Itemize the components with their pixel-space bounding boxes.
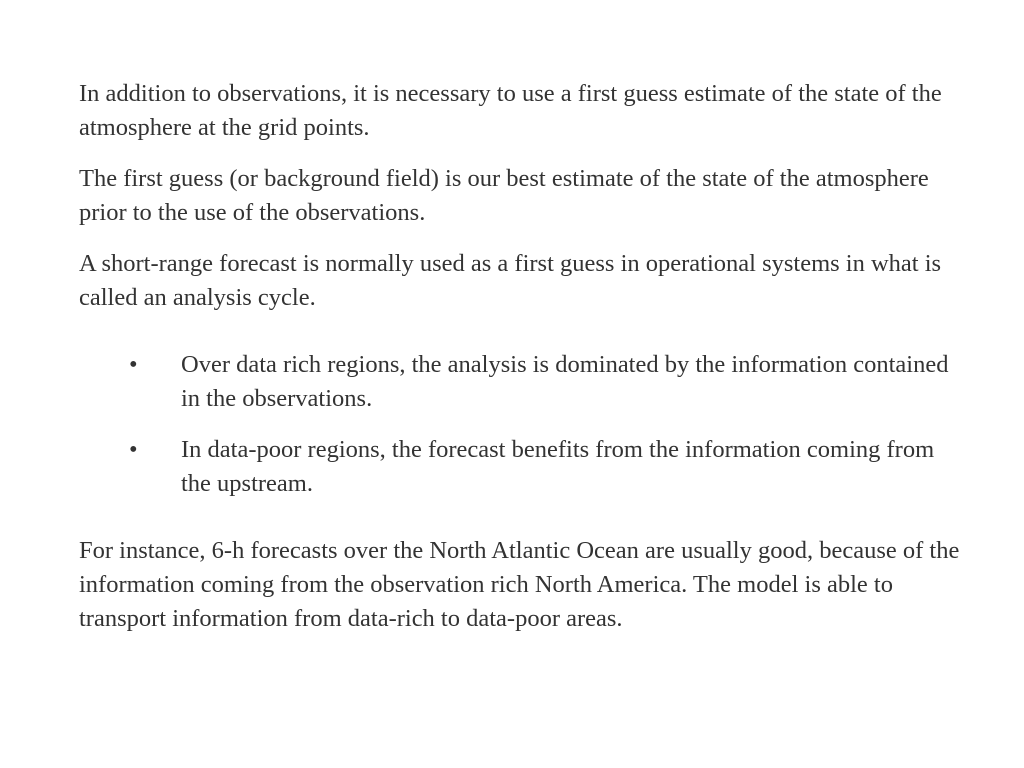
intro-paragraph-first-guess: The first guess (or background field) is our best estimate of the state of the atmosphere prior to the use of the observations. [79, 165, 929, 226]
closing-paragraph: For instance, 6-h forecasts over the North Atlantic Ocean are usually good, because of the information coming from the observation rich North America. The model is able to transport information from data-rich to data-poor areas. [79, 537, 960, 632]
bullet-icon: • [129, 436, 138, 463]
bullet-text: Over data rich regions, the analysis is dominated by the information contained in the observations. [181, 351, 949, 412]
bullet-icon: • [129, 351, 138, 378]
bullet-item-data-poor [79, 433, 964, 501]
bullet-item-data-rich [79, 348, 964, 416]
bullet-list [79, 348, 964, 501]
bullet-text: In data-poor regions, the forecast benefits from the information coming from the upstream. [181, 436, 935, 497]
intro-paragraph-analysis-cycle: A short-range forecast is normally used as a first guess in operational systems in what is called an analysis cycle. [79, 250, 942, 311]
intro-paragraph-observations: In addition to observations, it is necessary to use a first guess estimate of the state of the atmosphere at the grid points. [79, 80, 942, 141]
